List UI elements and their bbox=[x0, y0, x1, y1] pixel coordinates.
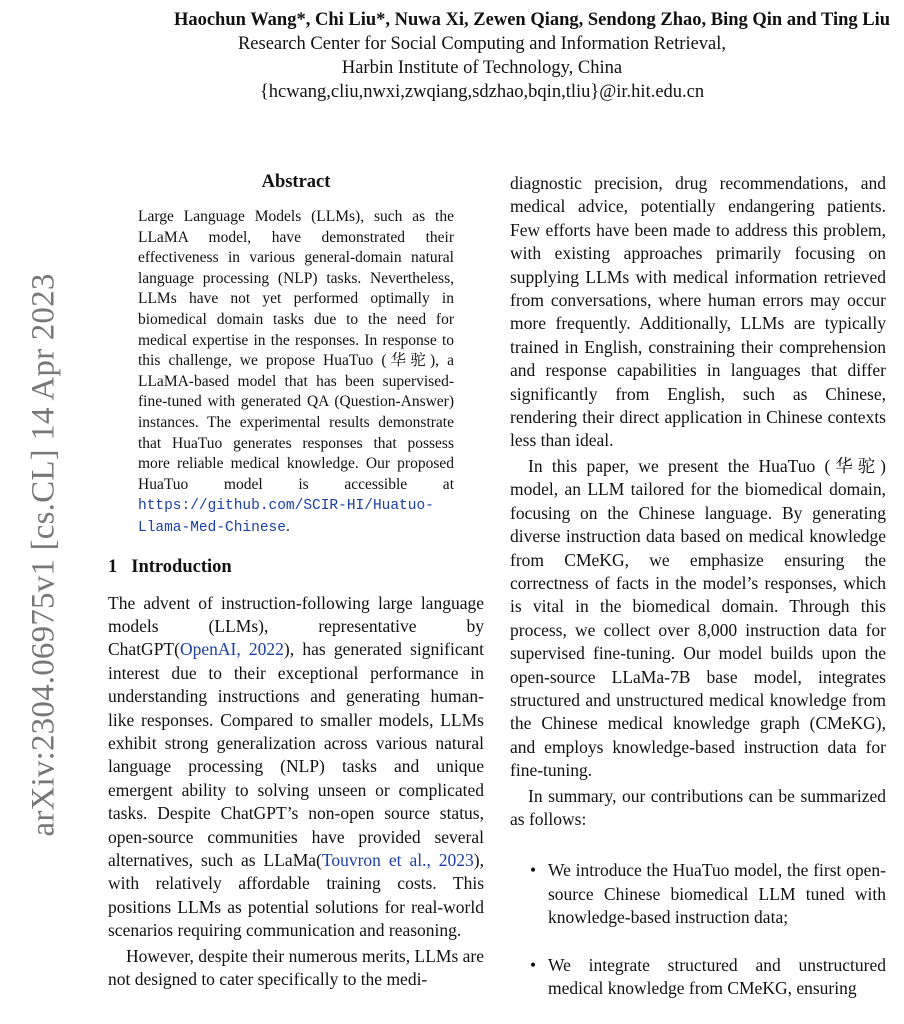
intro-paragraph-3: diagnostic precision, drug recommendations, and medical advice, potentially endangering patients. Few efforts have been made to address this problem, with existing approaches primarily focusing on supplying LLMs with medical information retrieved from conversations, where human errors may occur more frequently. Additionally, LLMs are typically trained in English, constraining their comprehension and response capabilities in languages that differ significantly from English, such as Chinese, rendering their direct application in Chinese contexts less than ideal. bbox=[510, 173, 886, 451]
abstract-text: Large Language Models (LLMs), such as the LLaMA model, have demonstrated their effectiveness in various general-domain natural language processing (NLP) tasks. Nevertheless, LLMs have not yet performed optimally in biomedical domain tasks due to the need for medical expertise in the responses. In response to this challenge, we propose HuaTuo (华驼), a LLaMA-based model that has been supervised-fine-tuned with generated QA (Question-Answer) instances. The experimental results demonstrate that HuaTuo generates responses that possess more reliable medical knowledge. Our proposed HuaTuo model is accessible at bbox=[138, 208, 454, 493]
affiliation-line-2: Harbin Institute of Technology, China bbox=[341, 58, 623, 78]
intro-paragraph-5: In summary, our contributions can be summarized as follows: bbox=[510, 785, 886, 829]
author-list: Haochun Wang*, Chi Liu*, Nuwa Xi, Zewen Qiang, Sendong Zhao, Bing Qin and Ting Liu bbox=[173, 10, 891, 30]
abstract-end: . bbox=[285, 517, 290, 535]
arxiv-sidebar bbox=[0, 0, 60, 1000]
right-column bbox=[510, 172, 886, 1024]
abstract-body bbox=[138, 207, 454, 539]
citation-touvron[interactable]: Touvron et al., 2023 bbox=[321, 849, 474, 870]
intro-paragraph-1 bbox=[108, 592, 484, 943]
intro-text-a: The advent of instruction-following large language models (LLMs), representative by ChatGPT( bbox=[108, 592, 484, 660]
intro-text-b: ), has generated significant interest due to their exceptional performance in understanding instructions and generating human-like responses. Compared to smaller models, LLMs exhibit strong generalization across various natural language processing (NLP) tasks and unique emergent ability to solving unseen or complicated tasks. Despite ChatGPT’s non-open source status, open-source communities have provided several alternatives, such as LLaMa( bbox=[108, 639, 484, 870]
list-item: • We introduce the HuaTuo model, the first open-source Chinese biomedical LLM tuned with knowledge-based instruction data; bbox=[510, 859, 886, 929]
citation-openai[interactable]: OpenAI, 2022 bbox=[179, 639, 284, 660]
repository-link[interactable]: https://github.com/SCIR-HI/Huatuo-Llama-Med-Chinese bbox=[138, 498, 434, 536]
section-title: Introduction bbox=[131, 556, 232, 577]
contribution-list bbox=[510, 859, 886, 1000]
abstract-title: Abstract bbox=[261, 172, 331, 192]
section-number: 1 bbox=[108, 556, 118, 577]
intro-text-c: ), with relatively affordable training costs. This positions LLMs as potential solutions for real-world scenarios requiring communication and reasoning. bbox=[108, 849, 484, 941]
list-item: • We integrate structured and unstructured medical knowledge from CMeKG, ensuring bbox=[510, 954, 886, 1001]
left-column bbox=[108, 172, 484, 991]
paper-header bbox=[60, 8, 904, 104]
affiliation-line-1: Research Center for Social Computing and Information Retrieval, bbox=[237, 34, 727, 54]
intro-paragraph-4: In this paper, we present the HuaTuo (华驼) model, an LLM tailored for the biomedical domain, focusing on the Chinese language. By generating diverse instruction data based on medical knowledge from CMeKG, we emphasize ensuring the correctness of facts in the model’s responses, which is vital in the biomedical domain. Through this process, we collect over 8,000 instruction data for supervised fine-tuning. Our model builds upon the open-source LLaMa-7B base model, integrates structured and unstructured medical knowledge from the Chinese medical knowledge graph (CMeKG), and employs knowledge-based instruction data for fine-tuning. bbox=[510, 455, 886, 781]
section-heading-introduction bbox=[108, 557, 484, 578]
author-emails: {hcwang,cliu,nwxi,zwqiang,sdzhao,bqin,tliu}@ir.hit.edu.cn bbox=[259, 82, 705, 102]
intro-paragraph-2: However, despite their numerous merits, LLMs are not designed to cater specifically to the medi- bbox=[108, 945, 484, 989]
arxiv-identifier: arXiv:2304.06975v1 [cs.CL] 14 Apr 2023 bbox=[25, 273, 62, 837]
